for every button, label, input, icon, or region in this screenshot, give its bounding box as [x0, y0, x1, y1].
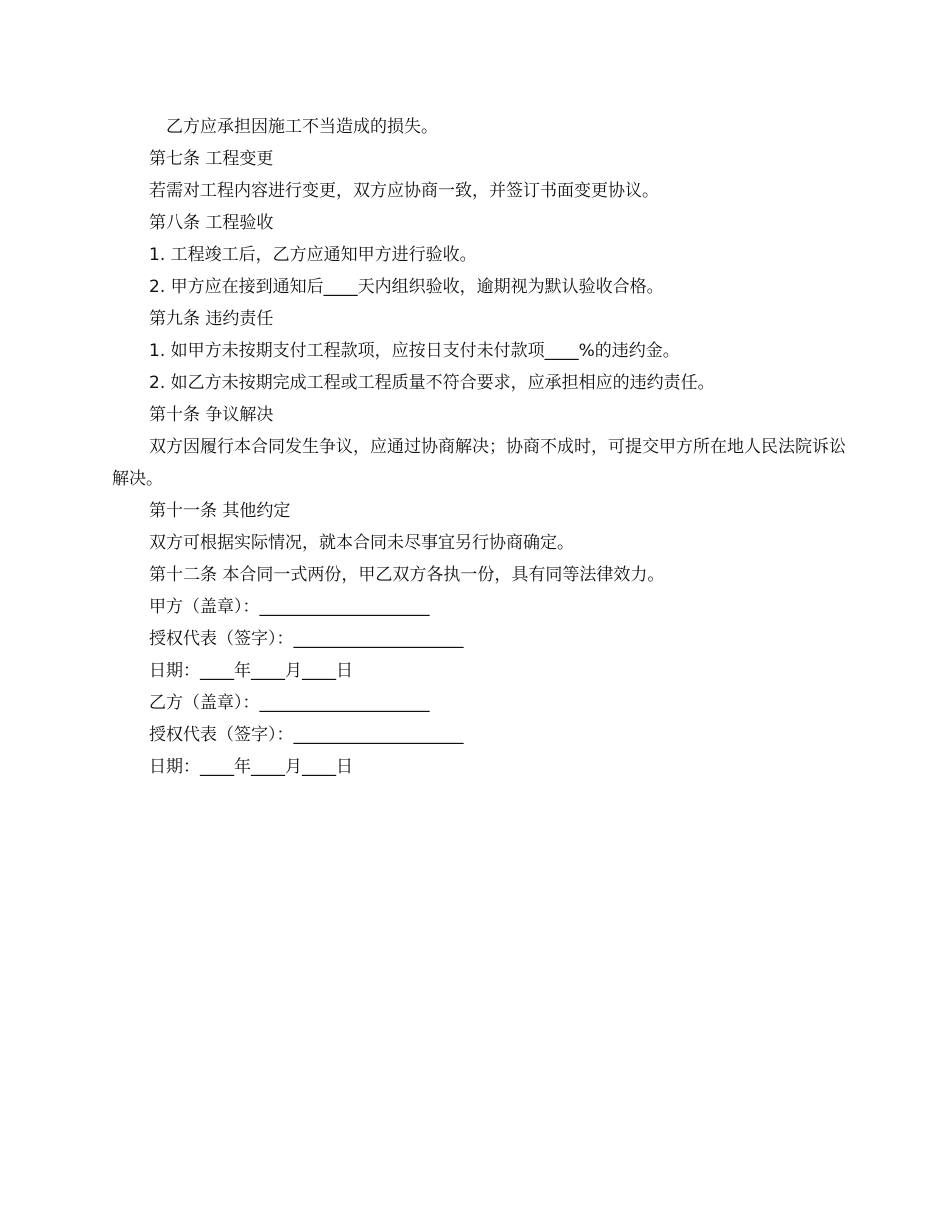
contract-body — [112, 111, 847, 783]
signature-line-party-a-seal: 甲方（盖章）：____________________ — [149, 597, 430, 617]
signature-line-party-a-date: 日期：____年____月____日 — [149, 661, 353, 681]
signature-line-party-b-seal: 乙方（盖章）：____________________ — [149, 693, 430, 713]
clause-item: 1. 如甲方未按期支付工程款项，应按日支付未付款项____%的违约金。 — [149, 341, 680, 361]
signature-line-party-b-date: 日期：____年____月____日 — [149, 757, 353, 777]
article-heading: 第十条 争议解决 — [149, 405, 274, 425]
signature-line-party-b-representative: 授权代表（签字）：____________________ — [149, 725, 464, 745]
article-heading: 第十一条 其他约定 — [149, 501, 291, 521]
article-heading: 第十二条 本合同一式两份，甲乙双方各执一份，具有同等法律效力。 — [149, 565, 665, 585]
article-heading: 第八条 工程验收 — [149, 213, 274, 233]
signature-line-party-a-representative: 授权代表（签字）：____________________ — [149, 629, 464, 649]
clause-item: 2. 如乙方未按期完成工程或工程质量不符合要求，应承担相应的违约责任。 — [149, 373, 715, 393]
clause-item: 2. 甲方应在接到通知后____天内组织验收，逾期视为默认验收合格。 — [149, 277, 664, 297]
clause-text: 乙方应承担因施工不当造成的损失。 — [166, 117, 438, 137]
article-heading: 第九条 违约责任 — [149, 309, 274, 329]
clause-item: 1. 工程竣工后，乙方应通知甲方进行验收。 — [149, 245, 477, 265]
clause-text: 双方可根据实际情况，就本合同未尽事宜另行协商确定。 — [149, 533, 574, 553]
clause-text: 双方因履行本合同发生争议，应通过协商解决；协商不成时，可提交甲方所在地人民法院诉讼解决。 — [112, 437, 846, 489]
clause-text: 若需对工程内容进行变更，双方应协商一致，并签订书面变更协议。 — [149, 181, 659, 201]
article-heading: 第七条 工程变更 — [149, 149, 274, 169]
